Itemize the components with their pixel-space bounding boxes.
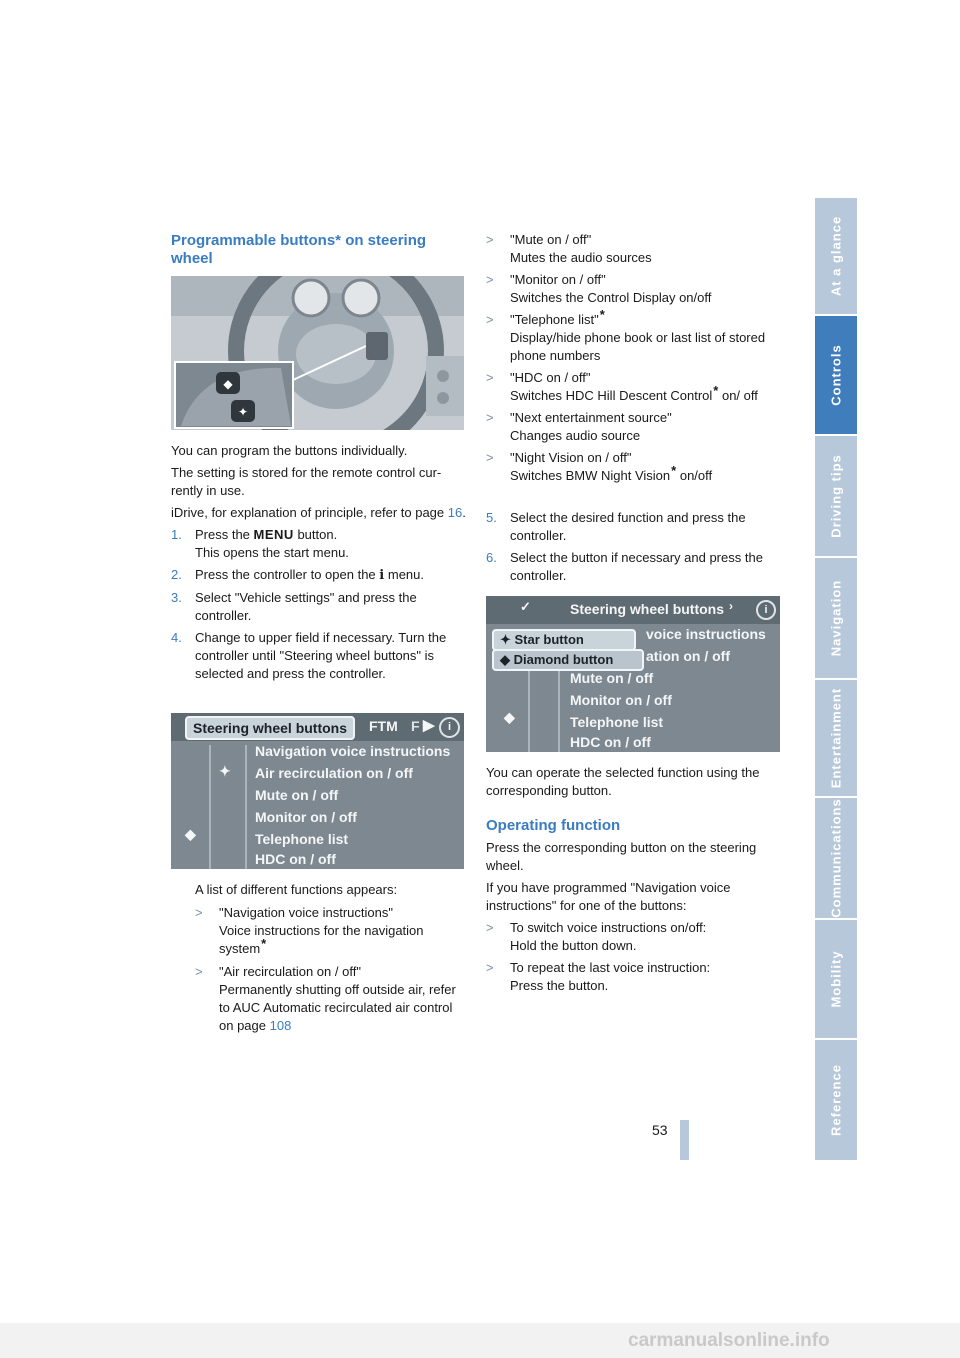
screen-header-more: F	[411, 718, 420, 734]
divider-line	[209, 745, 211, 869]
bullet-monitor: > "Monitor on / off" Switches the Control Display on/off	[486, 272, 712, 305]
tab-mobility[interactable]: Mobility	[815, 920, 857, 1040]
menu-item-telephone-list: Telephone list	[255, 831, 349, 847]
diamond-icon: ◆	[185, 826, 196, 842]
screen-button-assignment	[486, 596, 780, 752]
sub-heading-operating-function: Operating function	[486, 817, 621, 834]
bullet-switch-voice: > To switch voice instructions on/off: Hold the button down.	[486, 920, 707, 953]
page-number: 53	[652, 1122, 668, 1138]
step-6: 6. Select the button if necessary and press the controller.	[486, 550, 763, 583]
tab-at-a-glance[interactable]: At a glance	[815, 198, 857, 316]
section-heading: Programmable buttons* on steering wheel	[171, 232, 427, 267]
footer-watermark[interactable]: carmanualsonline.info	[628, 1330, 830, 1351]
star-icon: ✦	[219, 763, 231, 779]
steering-wheel-illustration	[171, 276, 464, 430]
bullet-navigation-voice: > "Navigation voice instructions" Voice instructions for the navigation system*	[195, 905, 424, 956]
bullet-air-recirculation: > "Air recirculation on / off" Permanently shutting off outside air, refer to AUC Automatic recirculated air control on page 108	[195, 964, 456, 1033]
bullet-repeat-voice: > To repeat the last voice instruction: Press the button.	[486, 960, 711, 993]
arrow-bullet-icon: >	[195, 905, 203, 920]
step-4: 4. Change to upper field if necessary. Turn the controller until "Steering wheel buttons" is selected and press the controller.	[171, 630, 447, 681]
star-button-option[interactable]: ✦ Star button	[492, 629, 636, 651]
arrow-right-icon: ▶	[423, 717, 435, 734]
step-2: 2. Press the controller to open the i menu.	[171, 567, 425, 583]
arrow-bullet-icon: >	[486, 920, 494, 935]
screen-header-label: Steering wheel buttons	[570, 601, 725, 617]
divider-line	[245, 745, 247, 869]
tab-reference[interactable]: Reference	[815, 1040, 857, 1162]
svg-text:◆: ◆	[223, 377, 233, 391]
menu-item-air-recirculation: ation on / off	[646, 648, 730, 664]
operating-paragraph-2: If you have programmed "Navigation voice instructions" for one of the buttons:	[486, 880, 731, 913]
arrow-bullet-icon: >	[486, 370, 494, 385]
asterisk-icon: *	[713, 383, 719, 398]
menu-item-monitor: Monitor on / off	[570, 692, 672, 708]
menu-item-monitor: Monitor on / off	[255, 809, 357, 825]
tab-entertainment[interactable]: Entertainment	[815, 680, 857, 798]
diamond-button-option[interactable]: ◆ Diamond button	[492, 649, 644, 671]
asterisk-icon: *	[261, 936, 267, 951]
menu-item-hdc: HDC on / off	[570, 734, 651, 750]
arrow-bullet-icon: >	[486, 960, 494, 975]
idrive-reference-text: iDrive, for explanation of principle, refer to page	[171, 505, 445, 520]
page-link-16[interactable]: 16	[447, 505, 463, 520]
tab-navigation[interactable]: Navigation	[815, 558, 857, 680]
steering-wheel-check-icon: ✓	[520, 599, 531, 614]
steering-wheel-photo	[171, 276, 464, 430]
menu-item-voice-instructions: voice instructions	[646, 626, 766, 642]
page-number-marker	[680, 1120, 689, 1160]
step-5: 5. Select the desired function and press the controller.	[486, 510, 746, 543]
info-menu-icon: i	[379, 568, 385, 583]
bullet-mute: > "Mute on / off" Mutes the audio sources	[486, 232, 652, 265]
asterisk-icon: *	[599, 307, 605, 322]
arrow-bullet-icon: >	[195, 964, 203, 979]
step-1: 1. Press the MENU button. This opens the start menu.	[171, 527, 349, 560]
intro-paragraph-3: iDrive, for explanation of principle, refer to page 16.	[171, 505, 466, 520]
bullet-hdc: > "HDC on / off" Switches HDC Hill Descent Control* on/ off	[486, 370, 758, 403]
list-intro: A list of different functions appears:	[195, 882, 398, 897]
bullet-telephone-list: > "Telephone list"* Display/hide phone book or last list of stored phone numbers	[486, 307, 766, 363]
diamond-icon: ◆	[504, 709, 515, 725]
screen-header-ftm: FTM	[369, 718, 398, 734]
page-link-108[interactable]: 108	[269, 1018, 292, 1033]
menu-button-icon: MENU	[253, 527, 294, 542]
menu-item-air-recirculation: Air recirculation on / off	[255, 765, 413, 781]
intro-paragraph-1: You can program the buttons individually.	[171, 443, 408, 458]
intro-paragraph-2: The setting is stored for the remote control cur-rently in use.	[171, 465, 442, 498]
bullet-night-vision: > "Night Vision on / off" Switches BMW Night Vision* on/off	[486, 450, 713, 483]
arrow-bullet-icon: >	[486, 450, 494, 465]
info-icon: i	[439, 717, 460, 738]
arrow-bullet-icon: >	[486, 410, 494, 425]
menu-item-navigation-voice: Navigation voice instructions	[255, 743, 451, 759]
step-3: 3. Select "Vehicle settings" and press the controller.	[171, 590, 417, 623]
arrow-bullet-icon: >	[486, 232, 494, 247]
asterisk-icon: *	[671, 463, 677, 478]
menu-item-telephone-list: Telephone list	[570, 714, 664, 730]
info-icon: i	[756, 600, 776, 620]
after-screen-paragraph: You can operate the selected function using the corresponding button.	[486, 765, 760, 798]
tab-communications[interactable]: Communications	[815, 798, 857, 920]
menu-item-mute: Mute on / off	[570, 670, 654, 686]
tab-driving-tips[interactable]: Driving tips	[815, 436, 857, 558]
bullet-next-entertainment: > "Next entertainment source" Changes audio source	[486, 410, 672, 443]
screen-steering-wheel-buttons	[171, 713, 464, 869]
svg-text:✦: ✦	[237, 405, 249, 419]
screen-header-label: Steering wheel buttons	[185, 716, 355, 740]
arrow-bullet-icon: >	[486, 272, 494, 287]
menu-item-hdc: HDC on / off	[255, 851, 336, 867]
tab-controls[interactable]: Controls	[815, 316, 857, 436]
arrow-bullet-icon: >	[486, 312, 494, 327]
operating-paragraph-1: Press the corresponding button on the steering wheel.	[486, 840, 757, 873]
arrow-right-icon: ›	[729, 599, 733, 613]
menu-item-mute: Mute on / off	[255, 787, 339, 803]
